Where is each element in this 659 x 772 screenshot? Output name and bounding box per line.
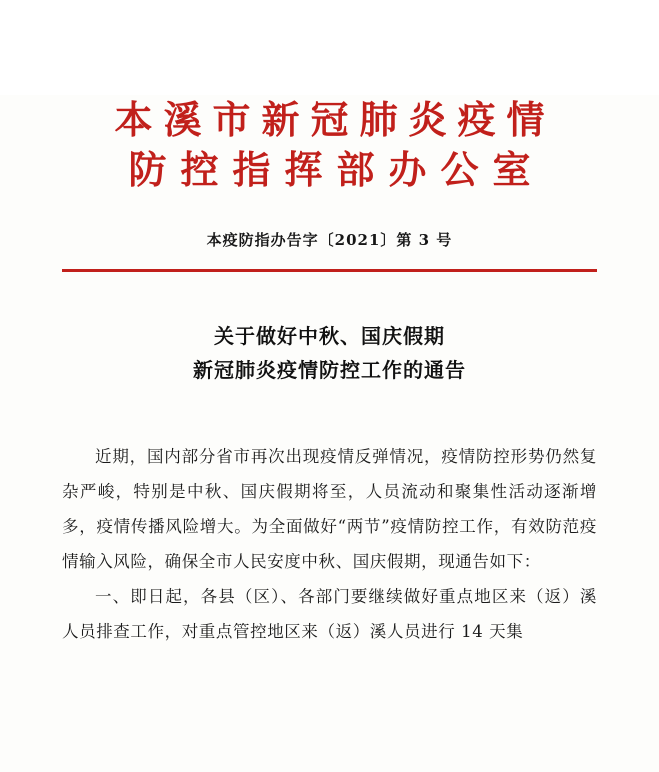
document-page bbox=[0, 95, 659, 772]
masthead-line-1: 本溪市新冠肺炎疫情 bbox=[114, 97, 556, 142]
red-divider-rule bbox=[62, 269, 597, 272]
masthead bbox=[62, 95, 597, 195]
masthead-line-2: 防控指挥部办公室 bbox=[128, 147, 545, 192]
document-title bbox=[62, 319, 597, 387]
document-title-line-2: 新冠肺炎疫情防控工作的通告 bbox=[193, 358, 466, 382]
document-title-line-1: 关于做好中秋、国庆假期 bbox=[214, 324, 445, 348]
document-body bbox=[62, 439, 597, 649]
body-paragraph-1: 近期，国内部分省市再次出现疫情反弹情况，疫情防控形势仍然复杂严峻，特别是中秋、国庆假期将至，人员流动和聚集性活动逐渐增多，疫情传播风险增大。为全面做好“两节”疫情防控工作，有效防范疫情输入风险，确保全市人民安度中秋、国庆假期，现通告如下： bbox=[62, 447, 597, 571]
body-paragraph-2: 一、即日起，各县（区）、各部门要继续做好重点地区来（返）溪人员排查工作，对重点管控地区来（返）溪人员进行 14 天集 bbox=[62, 587, 597, 641]
document-number: 本疫防指办告字〔2021〕第 3 号 bbox=[206, 231, 453, 249]
